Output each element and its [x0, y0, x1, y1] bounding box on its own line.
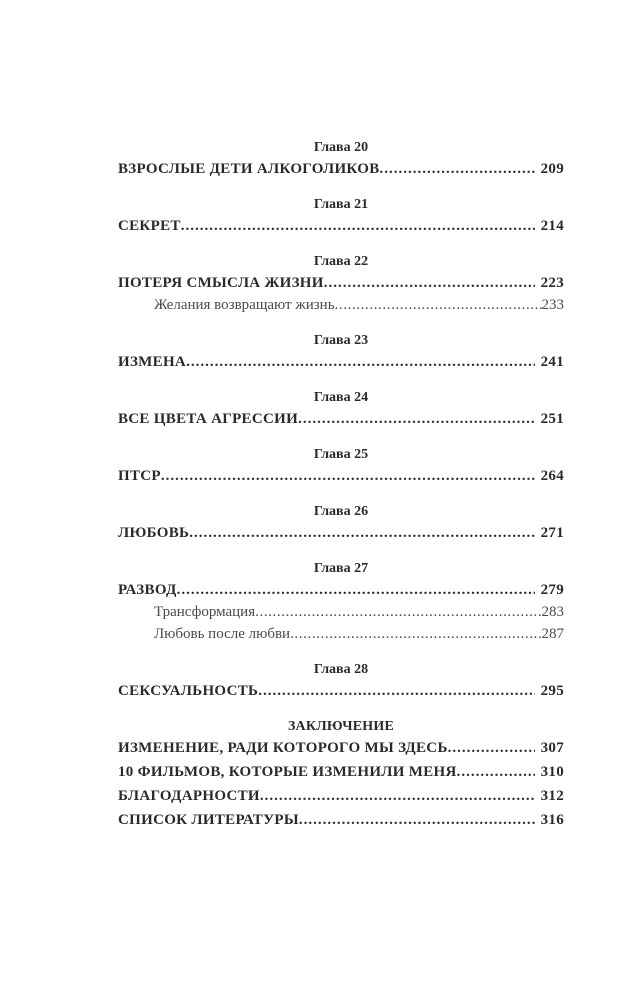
toc-entry-page: 312 — [540, 788, 564, 804]
toc-entry-title: 10 ФИЛЬМОВ, КОТОРЫЕ ИЗМЕНИЛИ МЕНЯ — [118, 764, 457, 780]
toc-entry-page: 264 — [540, 468, 564, 484]
dot-leader — [260, 785, 535, 807]
toc-entry-page: 241 — [540, 354, 564, 370]
toc-subentry-transformation[interactable] — [118, 601, 564, 623]
dot-leader — [448, 737, 535, 759]
toc-entry-title: Любовь после любви — [154, 626, 291, 642]
dot-leader — [299, 809, 535, 831]
toc-entry-page: 287 — [541, 626, 564, 642]
toc-entry-title: ИЗМЕНА — [118, 354, 187, 370]
toc-entry-change[interactable] — [118, 737, 564, 759]
toc-entry-title: БЛАГОДАРНОСТИ — [118, 788, 260, 804]
toc-entry-page: 307 — [540, 740, 564, 756]
chapter-label-21: Глава 21 — [313, 197, 369, 212]
toc-entry-ptsd[interactable] — [118, 465, 564, 487]
toc-entry-title: РАЗВОД — [118, 582, 177, 598]
toc-entry-adult-children[interactable] — [118, 158, 564, 180]
toc-entry-title: ЛЮБОВЬ — [118, 525, 190, 541]
dot-leader — [189, 522, 534, 544]
dot-leader — [186, 351, 535, 373]
dot-leader — [290, 623, 541, 645]
toc-entry-love[interactable] — [118, 522, 564, 544]
chapter-label-26: Глава 26 — [313, 504, 369, 519]
chapter-label-23: Глава 23 — [313, 333, 369, 348]
toc-entry-title: СЕКРЕТ — [118, 218, 181, 234]
chapter-label-28: Глава 28 — [313, 662, 369, 677]
dot-leader — [258, 680, 534, 702]
toc-entry-page: 295 — [540, 683, 564, 699]
toc-entry-page: 316 — [540, 812, 564, 828]
toc-entry-page: 233 — [541, 297, 564, 313]
toc-entry-aggression[interactable] — [118, 408, 564, 430]
toc-entry-title: ВСЕ ЦВЕТА АГРЕССИИ — [118, 411, 299, 427]
toc-entry-sexuality[interactable] — [118, 680, 564, 702]
toc-entry-title: ВЗРОСЛЫЕ ДЕТИ АЛКОГОЛИКОВ — [118, 161, 380, 177]
toc-entry-title: ПТСР — [118, 468, 161, 484]
toc-entry-secret[interactable] — [118, 215, 564, 237]
toc-entry-divorce[interactable] — [118, 579, 564, 601]
chapter-label-24: Глава 24 — [313, 390, 369, 405]
dot-leader — [380, 158, 535, 180]
toc-entry-page: 283 — [541, 604, 564, 620]
toc-subentry-desires[interactable] — [118, 294, 564, 316]
toc-entry-page: 279 — [540, 582, 564, 598]
toc-subentry-love-after-love[interactable] — [118, 623, 564, 645]
dot-leader — [324, 272, 535, 294]
conclusion-heading: ЗАКЛЮЧЕНИЕ — [287, 719, 395, 734]
toc-entry-title: СЕКСУАЛЬНОСТЬ — [118, 683, 259, 699]
toc-entry-bibliography[interactable] — [118, 809, 564, 831]
dot-leader — [457, 761, 535, 783]
table-of-contents — [118, 138, 564, 831]
chapter-label-20: Глава 20 — [313, 140, 369, 155]
toc-entry-title: Желания возвращают жизнь — [154, 297, 335, 313]
toc-entry-page: 214 — [540, 218, 564, 234]
toc-entry-title: ИЗМЕНЕНИЕ, РАДИ КОТОРОГО МЫ ЗДЕСЬ — [118, 740, 448, 756]
dot-leader — [177, 579, 535, 601]
toc-entry-loss-of-meaning[interactable] — [118, 272, 564, 294]
toc-entry-page: 223 — [540, 275, 564, 291]
toc-entry-title: СПИСОК ЛИТЕРАТУРЫ — [118, 812, 299, 828]
toc-entry-page: 251 — [540, 411, 564, 427]
toc-entry-title: ПОТЕРЯ СМЫСЛА ЖИЗНИ — [118, 275, 324, 291]
dot-leader — [255, 601, 541, 623]
dot-leader — [161, 465, 535, 487]
toc-entry-page: 271 — [540, 525, 564, 541]
chapter-label-27: Глава 27 — [313, 561, 369, 576]
chapter-label-25: Глава 25 — [313, 447, 369, 462]
dot-leader — [298, 408, 535, 430]
dot-leader — [181, 215, 535, 237]
toc-entry-page: 310 — [540, 764, 564, 780]
toc-entry-betrayal[interactable] — [118, 351, 564, 373]
toc-entry-page: 209 — [540, 161, 564, 177]
toc-entry-title: Трансформация — [154, 604, 256, 620]
toc-entry-acknowledgements[interactable] — [118, 785, 564, 807]
dot-leader — [335, 294, 542, 316]
chapter-label-22: Глава 22 — [313, 254, 369, 269]
toc-entry-films[interactable] — [118, 761, 564, 783]
